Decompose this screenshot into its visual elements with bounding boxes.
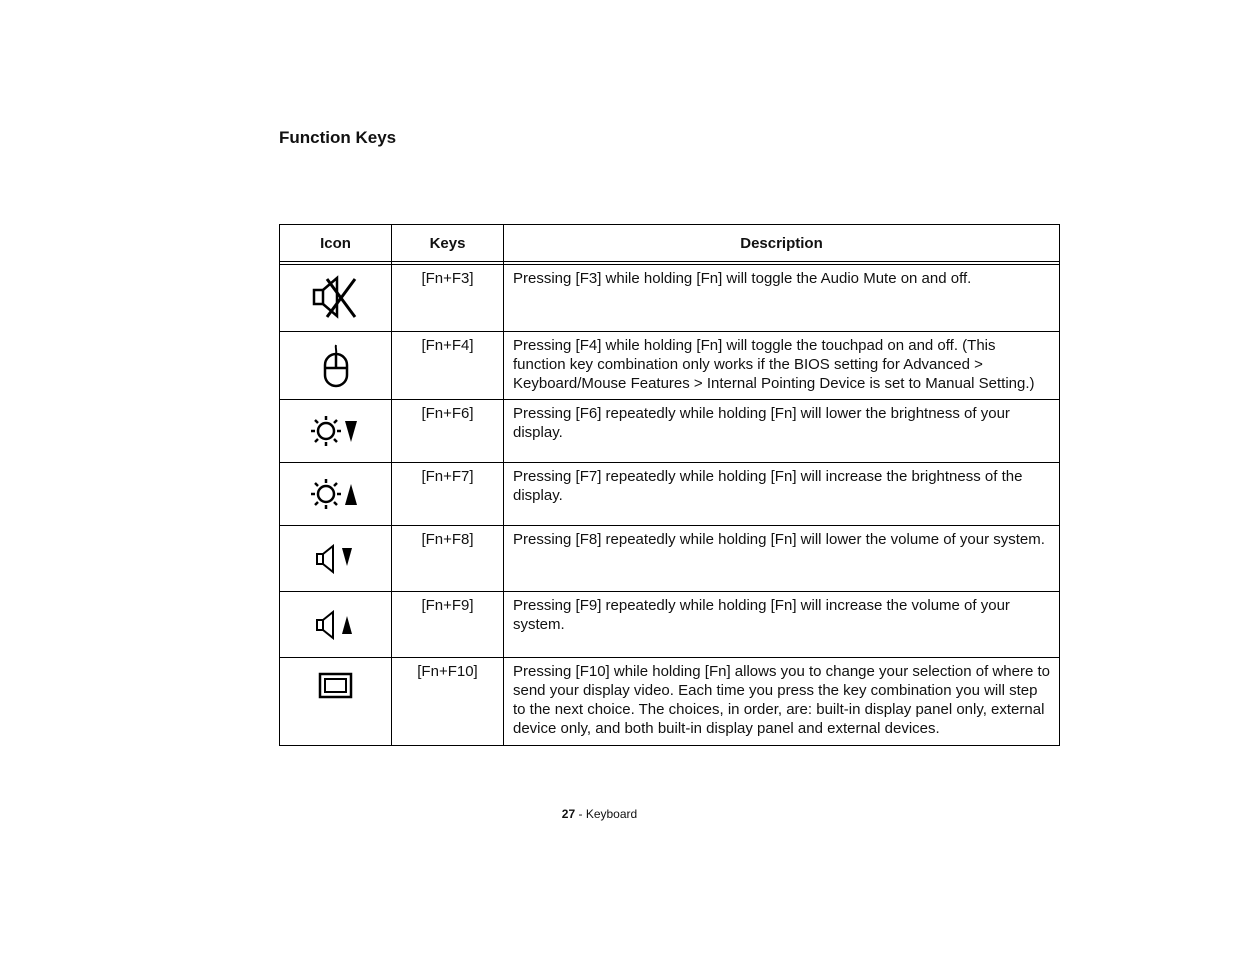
keys-text: [Fn+F10] [417, 663, 478, 680]
keys-cell [392, 332, 504, 400]
icon-cell [280, 400, 392, 463]
table-row [280, 658, 1060, 746]
volume-up-icon [314, 610, 358, 640]
keys-text: [Fn+F8] [421, 531, 474, 548]
header-description: Description [504, 225, 1060, 262]
icon-cell [280, 332, 392, 400]
table-row [280, 400, 1060, 463]
audio-mute-icon [311, 275, 361, 321]
keys-cell [392, 526, 504, 592]
keys-text: [Fn+F4] [421, 337, 474, 354]
function-keys-table [279, 224, 1060, 746]
keys-text: [Fn+F7] [421, 468, 474, 485]
display-switch-icon [318, 672, 354, 700]
description-cell: Pressing [F3] while holding [Fn] will toggle the Audio Mute on and off. [504, 265, 1060, 332]
keys-text: [Fn+F3] [421, 270, 474, 287]
table-row [280, 332, 1060, 400]
header-icon: Icon [280, 225, 392, 262]
description-cell: Pressing [F6] repeatedly while holding [Fn] will lower the brightness of your display. [504, 400, 1060, 463]
table-row [280, 463, 1060, 526]
icon-cell [280, 592, 392, 658]
description-cell: Pressing [F10] while holding [Fn] allows you to change your selection of where to send your display video. Each time you press the key combination you will step to the next choice. The choices, in order, are: built-in display panel only, external device only, and both built-in display panel and external devices. [504, 658, 1060, 746]
page-number: 27 [561, 807, 576, 821]
keys-text: [Fn+F6] [421, 405, 474, 422]
keys-cell [392, 400, 504, 463]
table-row [280, 592, 1060, 658]
keys-cell [392, 592, 504, 658]
table-row [280, 265, 1060, 332]
icon-cell [280, 526, 392, 592]
table-row [280, 526, 1060, 592]
section-title: Function Keys [279, 128, 397, 147]
mouse-icon [321, 343, 351, 389]
icon-cell [280, 463, 392, 526]
brightness-up-icon [311, 477, 361, 511]
icon-cell [280, 265, 392, 332]
page-footer [0, 807, 1199, 821]
brightness-down-icon [311, 414, 361, 448]
keys-cell [392, 463, 504, 526]
table-header-row [280, 225, 1060, 262]
volume-down-icon [314, 544, 358, 574]
icon-cell [280, 658, 392, 746]
keys-cell [392, 265, 504, 332]
description-cell: Pressing [F4] while holding [Fn] will toggle the touchpad on and off. (This function key combination only works if the BIOS setting for Advanced > Keyboard/Mouse Features > Internal Pointing Device is set to Manual Setting.) [504, 332, 1060, 400]
keys-cell [392, 658, 504, 746]
footer-section: Keyboard [585, 807, 638, 821]
keys-text: [Fn+F9] [421, 597, 474, 614]
footer-separator: - [575, 807, 586, 821]
description-cell: Pressing [F9] repeatedly while holding [Fn] will increase the volume of your system. [504, 592, 1060, 658]
description-cell: Pressing [F7] repeatedly while holding [Fn] will increase the brightness of the display. [504, 463, 1060, 526]
header-keys: Keys [392, 225, 504, 262]
description-cell: Pressing [F8] repeatedly while holding [Fn] will lower the volume of your system. [504, 526, 1060, 592]
